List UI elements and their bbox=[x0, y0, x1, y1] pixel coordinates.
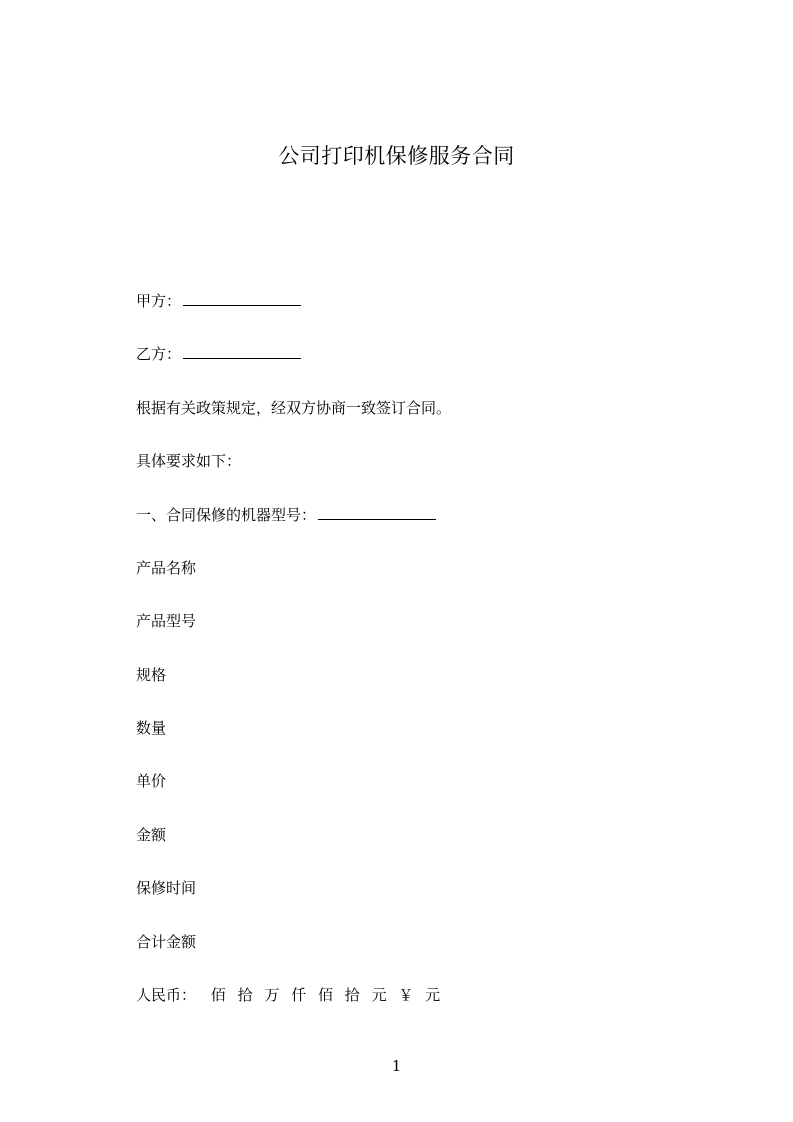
rmb-unit-qian: 仟 bbox=[291, 986, 307, 1004]
field-unit-price: 单价 bbox=[136, 772, 167, 790]
field-warranty-period: 保修时间 bbox=[136, 879, 197, 897]
field-product-model: 产品型号 bbox=[136, 612, 197, 630]
party-b-blank bbox=[183, 345, 301, 359]
field-product-name: 产品名称 bbox=[136, 559, 197, 577]
rmb-unit-wan: 万 bbox=[264, 986, 280, 1004]
party-b-label: 乙方： bbox=[136, 345, 182, 363]
field-amount: 金额 bbox=[136, 826, 167, 844]
rmb-unit-yuan: 元 bbox=[371, 986, 387, 1004]
party-a-line bbox=[136, 291, 301, 311]
section-1-label: 一、合同保修的机器型号： bbox=[136, 506, 317, 524]
rmb-unit-yuan-2: 元 bbox=[425, 986, 441, 1004]
field-specification: 规格 bbox=[136, 666, 167, 684]
rmb-unit-shi-2: 拾 bbox=[344, 986, 360, 1004]
section-1-line bbox=[136, 505, 436, 525]
party-a-label: 甲方： bbox=[136, 292, 182, 310]
field-quantity: 数量 bbox=[136, 719, 167, 737]
rmb-unit-shi: 拾 bbox=[237, 986, 253, 1004]
party-b-line bbox=[136, 344, 301, 364]
field-total-amount: 合计金额 bbox=[136, 933, 197, 951]
party-a-blank bbox=[183, 292, 301, 306]
document-title: 公司打印机保修服务合同 bbox=[278, 144, 515, 168]
rmb-unit-bai: 佰 bbox=[210, 986, 226, 1004]
machine-model-blank bbox=[318, 506, 436, 520]
rmb-label: 人民币： bbox=[136, 986, 197, 1004]
page-number: 1 bbox=[391, 1057, 402, 1075]
yuan-symbol: ￥ bbox=[398, 986, 414, 1004]
rmb-unit-bai-2: 佰 bbox=[317, 986, 333, 1004]
intro-paragraph: 根据有关政策规定，经双方协商一致签订合同。 bbox=[136, 399, 452, 417]
rmb-line bbox=[136, 985, 447, 1005]
requirements-intro: 具体要求如下： bbox=[136, 452, 242, 470]
